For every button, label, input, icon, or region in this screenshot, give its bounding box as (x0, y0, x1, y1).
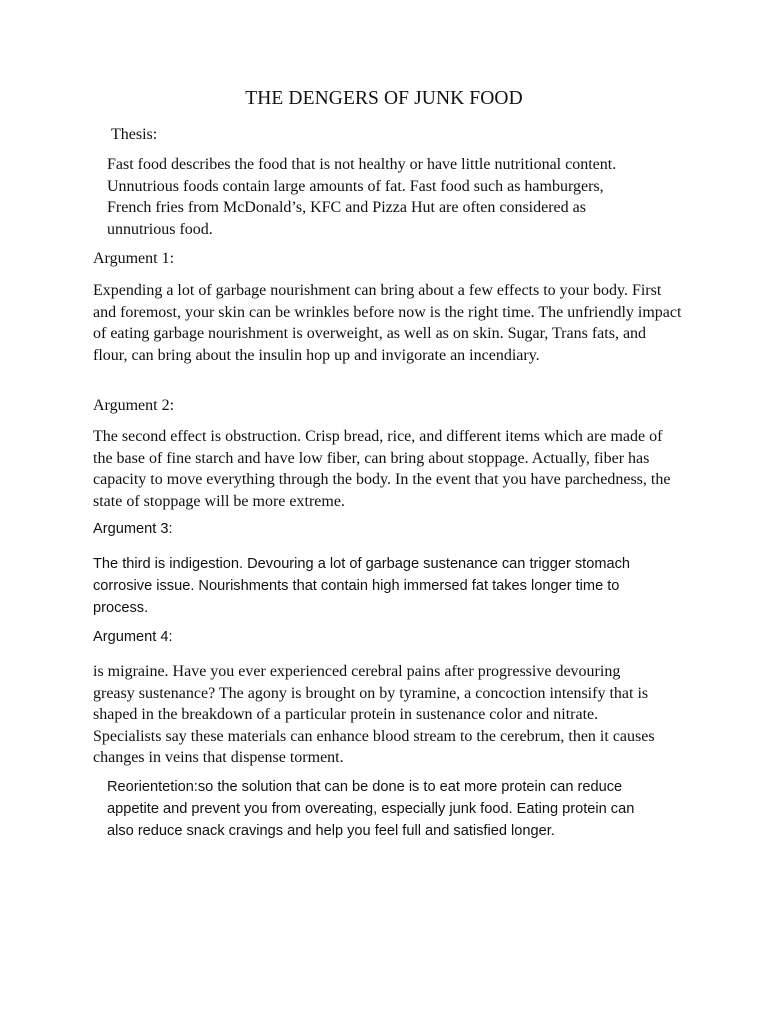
argument-1-label: Argument 1: (93, 250, 175, 267)
argument-3-label: Argument 3: (93, 521, 173, 537)
document-title: THE DENGERS OF JUNK FOOD (245, 88, 523, 109)
thesis-paragraph: Fast food describes the food that is not healthy or have little nutritional content. Unnutrious foods contain large amounts of fat. Fast food such as hamburgers, French fries from McDonald’s, KFC and Pizza Hut are often considered as unnutrious food. (107, 156, 617, 238)
thesis-label: Thesis: (111, 126, 158, 143)
argument-2-label: Argument 2: (93, 397, 175, 414)
argument-1-paragraph: Expending a lot of garbage nourishment can bring about a few effects to your body. First and foremost, your skin can be wrinkles before now is the right time. The unfriendly impact of eating garbage nourishment is overweight, as well as on skin. Sugar, Trans fats, and flour, can bring about the insulin hop up and invigorate an incendiary. (93, 282, 682, 364)
reorientation-paragraph: Reorientetion:so the solution that can be done is to eat more protein can reduce appetite and prevent you from overeating, especially junk food. Eating protein can also reduce snack cravings and help you feel full and satisfied longer. (107, 779, 635, 839)
argument-4-label: Argument 4: (93, 629, 173, 645)
argument-2-paragraph: The second effect is obstruction. Crisp bread, rice, and different items which are made of the base of fine starch and have low fiber, can bring about stoppage. Actually, fiber has capacity to move everything through the body. In the event that you have parchedness, the state of stoppage will be more extreme. (93, 428, 671, 510)
argument-4-paragraph: is migraine. Have you ever experienced cerebral pains after progressive devouring greasy sustenance? The agony is brought on by tyramine, a concoction intensify that is shaped in the breakdown of a particular protein in sustenance color and nitrate. Specialists say these materials can enhance blood stream to the cerebrum, then it causes changes in veins that dispense torment. (93, 663, 655, 767)
argument-3-paragraph: The third is indigestion. Devouring a lot of garbage sustenance can trigger stomach corrosive issue. Nourishments that contain high immersed fat takes longer time to process. (93, 556, 631, 616)
